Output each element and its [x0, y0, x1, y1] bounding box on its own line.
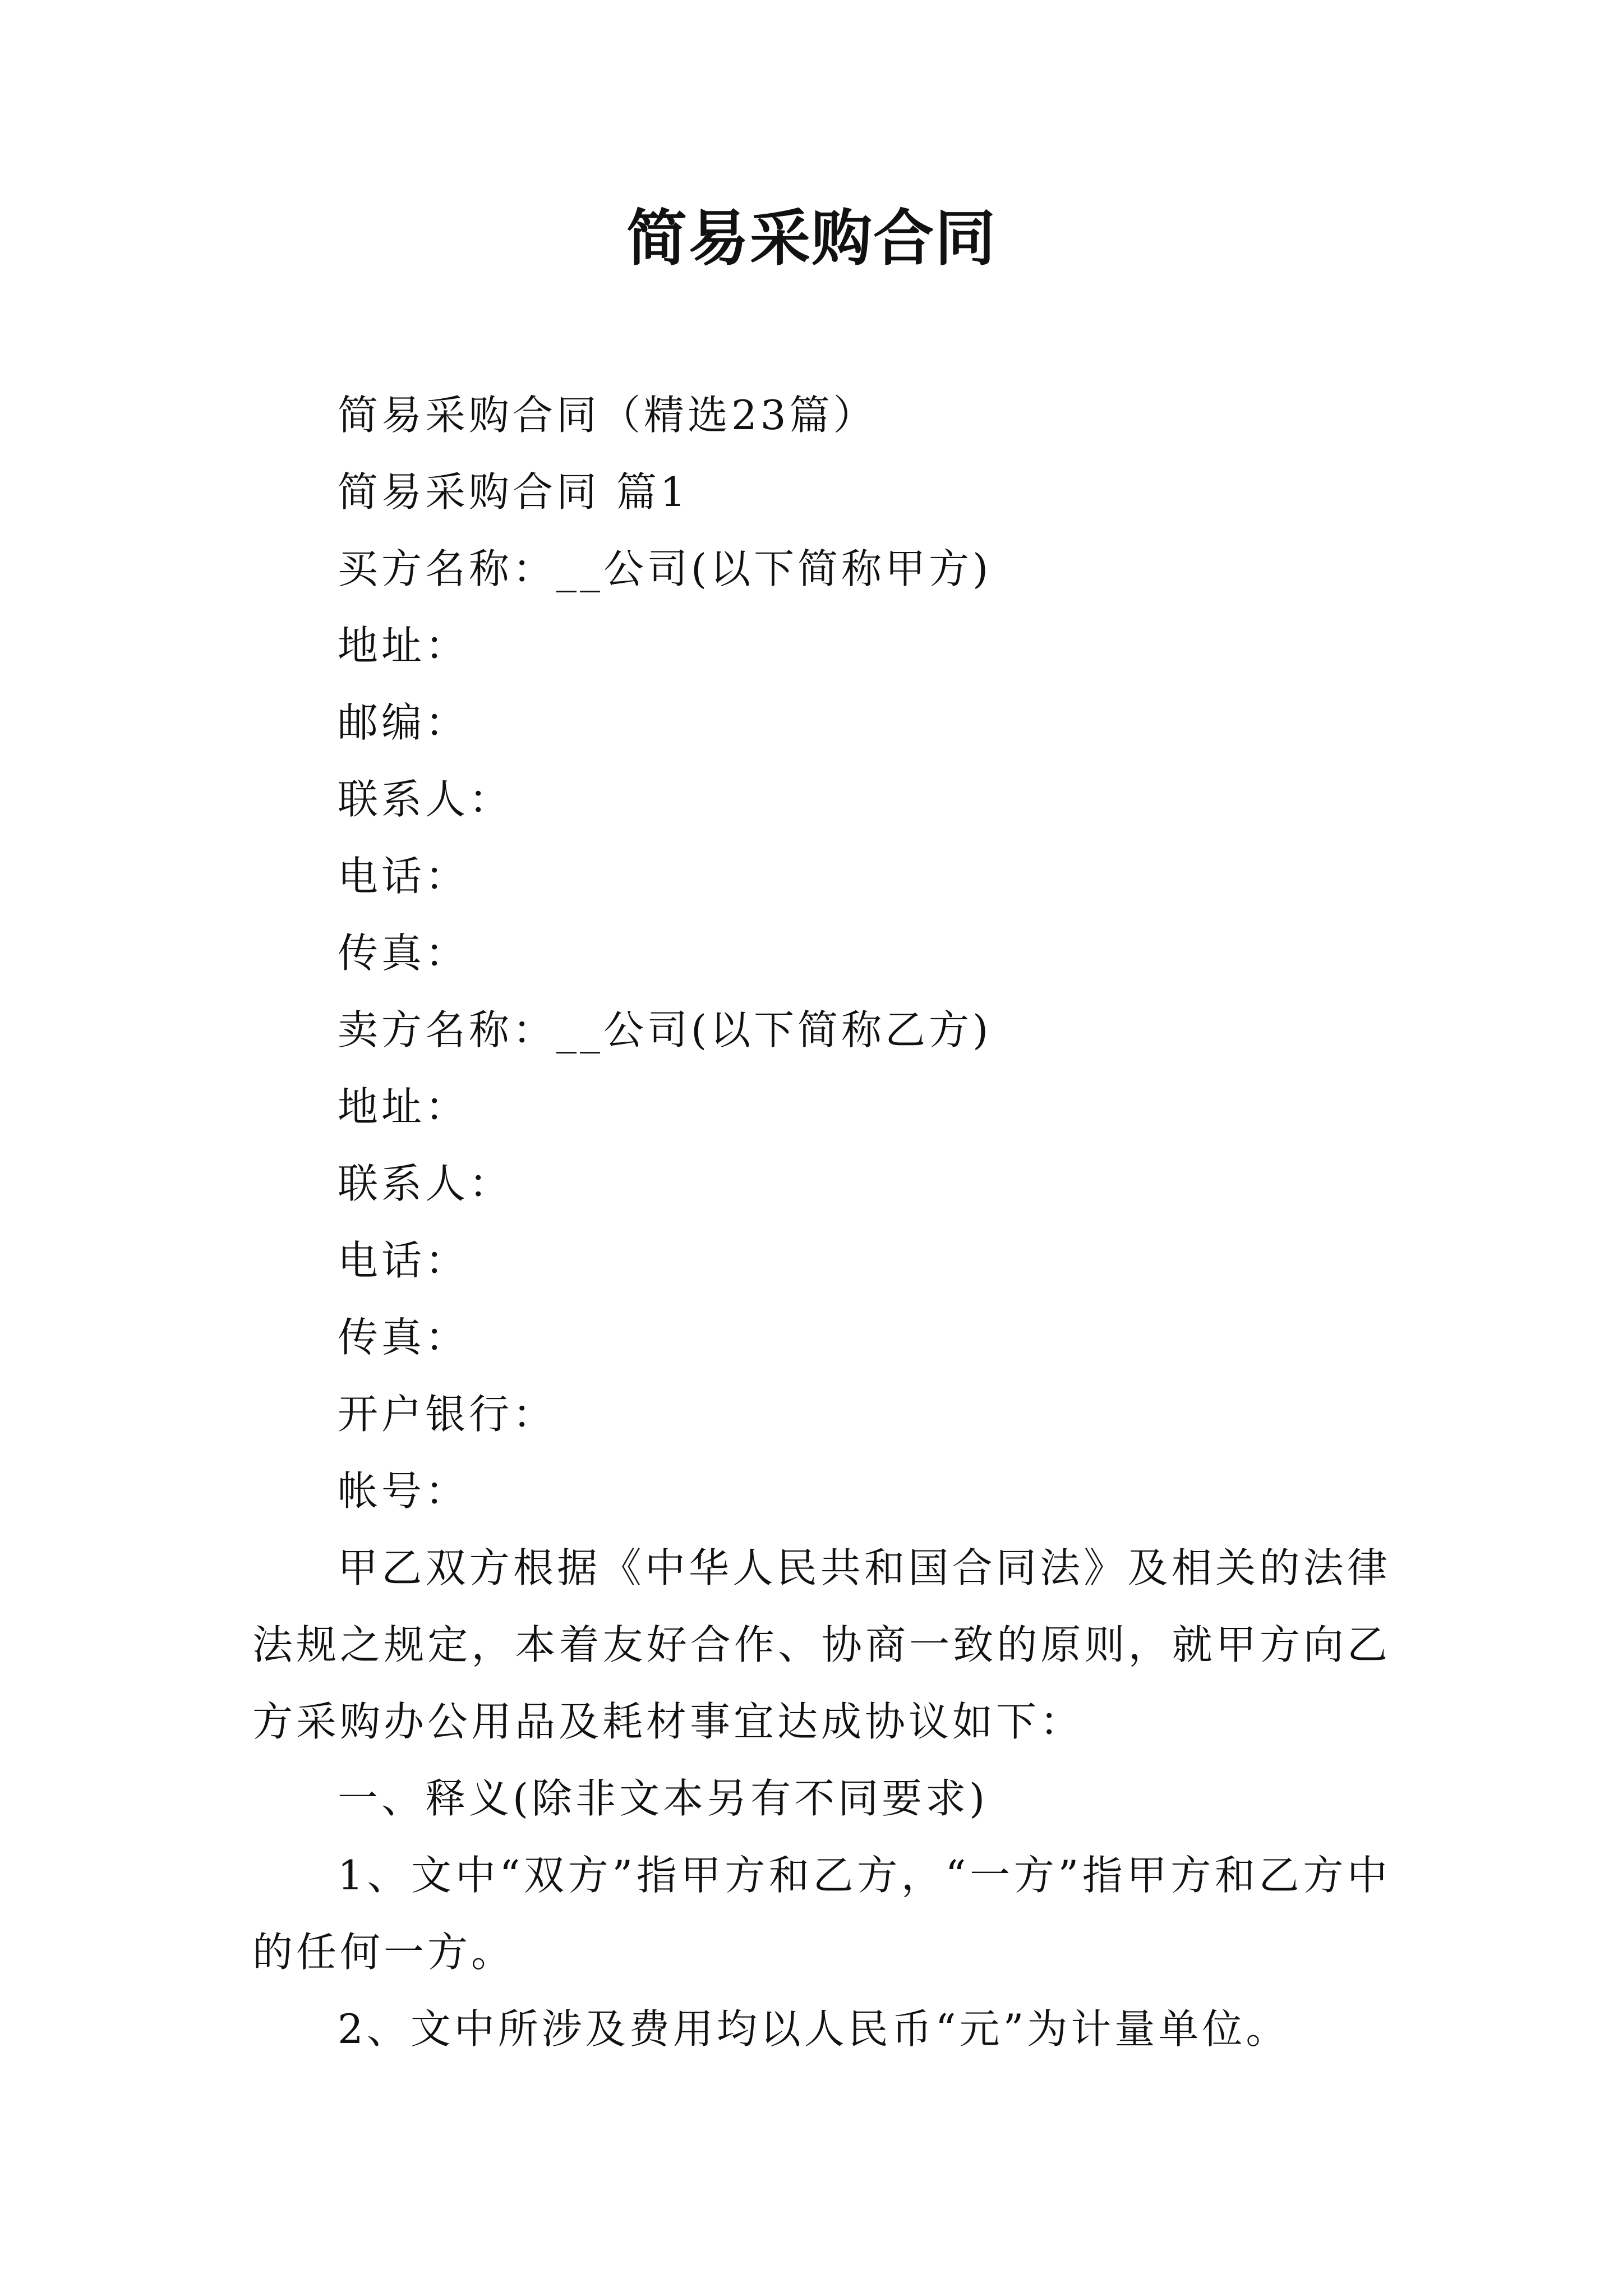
- seller-address-field: 地址：: [338, 1083, 469, 1130]
- clause-1-item-1: 1、文中“双方”指甲方和乙方，“一方”指甲方和乙方中的任何一方。: [252, 1852, 1391, 1976]
- section-heading: 简易采购合同 篇1: [338, 468, 689, 516]
- buyer-contact-field: 联系人：: [338, 776, 513, 823]
- seller-name-line: 卖方名称：__公司(以下简称乙方): [338, 1006, 992, 1053]
- seller-fax-field: 传真：: [338, 1314, 469, 1361]
- document-subtitle: 简易采购合同（精选23篇）: [338, 392, 877, 439]
- buyer-phone-field: 电话：: [338, 853, 469, 900]
- buyer-address-field: 地址：: [338, 622, 469, 669]
- seller-bank-field: 开户银行：: [338, 1391, 557, 1438]
- seller-phone-field: 电话：: [338, 1237, 469, 1284]
- seller-account-field: 帐号：: [338, 1467, 469, 1515]
- buyer-name-line: 买方名称：__公司(以下简称甲方): [338, 545, 992, 592]
- buyer-fax-field: 传真：: [338, 930, 469, 977]
- buyer-postcode-field: 邮编：: [338, 699, 469, 746]
- intro-paragraph: 甲乙双方根据《中华人民共和国合同法》及相关的法律法规之规定，本着友好合作、协商一致的原则，就甲方向乙方采购办公用品及耗材事宜达成协议如下：: [252, 1544, 1391, 1745]
- document-title: 简易采购合同: [626, 203, 997, 274]
- clause-1-item-2: 2、文中所涉及费用均以人民币“元”为计量单位。: [338, 2005, 1290, 2053]
- document-body: [252, 377, 1391, 2068]
- clause-1-heading: 一、释义(除非文本另有不同要求): [338, 1775, 989, 1822]
- seller-contact-field: 联系人：: [338, 1160, 513, 1207]
